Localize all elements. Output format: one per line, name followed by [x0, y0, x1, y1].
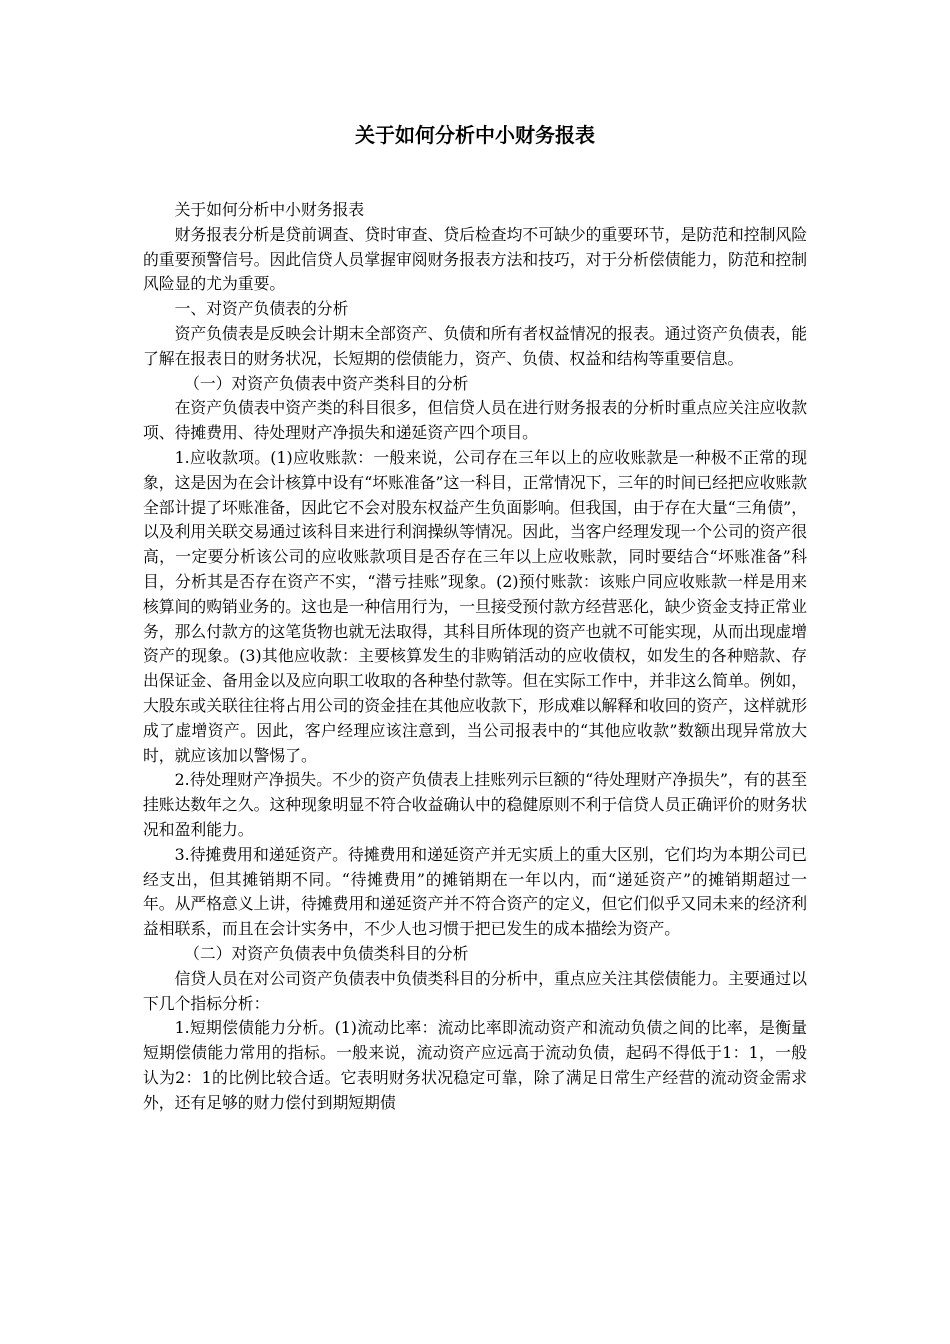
paragraph-assets-overview: 在资产负债表中资产类的科目很多，但信贷人员在进行财务报表的分析时重点应关注应收款项、待摊费用、待处理财产净损失和递延资产四个项目。 [143, 398, 807, 443]
paragraph-balance-sheet-definition: 资产负债表是反映会计期末全部资产、负债和所有者权益情况的报表。通过资产负债表，能了解在报表日的财务状况，长短期的偿债能力，资产、负债、权益和结构等重要信息。 [143, 323, 807, 368]
subsection-heading-assets: （一）对资产负债表中资产类科目的分析 [184, 373, 469, 393]
paragraph-short-term-solvency: 1.短期偿债能力分析。(1)流动比率：流动比率即流动资产和流动负债之间的比率，是衡量短期偿债能力常用的指标。一般来说，流动资产应远高于流动负债，起码不得低于1：1，一般认为2：1的比例比较合适。它表明财务状况稳定可靠，除了满足日常生产经营的流动资金需求外，还有足够的财力偿付到期短期债 [143, 1018, 807, 1112]
paragraph-deferred-expenses: 3.待摊费用和递延资产。待摊费用和递延资产并无实质上的重大区别，它们均为本期公司已经支出，但其摊销期不同。“待摊费用”的摊销期在一年以内，而“递延资产”的摊销期超过一年。从严格意义上讲，待摊费用和递延资产并不符合资产的定义，但它们似乎又同未来的经济利益相联系，而且在会计实务中，不少人也习惯于把已发生的成本描绘为资产。 [143, 844, 807, 939]
paragraph-liabilities-overview: 信贷人员在对公司资产负债表中负债类科目的分析中，重点应关注其偿债能力。主要通过以下几个指标分析： [143, 968, 807, 1013]
paragraph-pending-losses: 2.待处理财产净损失。不少的资产负债表上挂账列示巨额的“待处理财产净损失”，有的甚至挂账达数年之久。这种现象明显不符合收益确认中的稳健原则不利于信贷人员正确评价的财务状况和盈利能力。 [143, 770, 807, 839]
subsection-heading-liabilities: （二）对资产负债表中负债类科目的分析 [184, 943, 469, 963]
section-heading-balance-sheet: 一、对资产负债表的分析 [174, 299, 349, 319]
paragraph-subtitle: 关于如何分析中小财务报表 [174, 200, 365, 219]
paragraph-receivables: 1.应收款项。(1)应收账款：一般来说，公司存在三年以上的应收账款是一种极不正常的现象，这是因为在会计核算中设有“坏账准备”这一科目，正常情况下，三年的时间已经把应收账款全部计提了坏账准备，因此它不会对股东权益产生负面影响。但我国，由于存在大量“三角债”，以及利用关联交易通过该科目来进行利润操纵等情况。因此，当客户经理发现一个公司的资产很高，一定要分析该公司的应收账款项目是否存在三年以上应收账款，同时要结合“坏账准备”科目，分析其是否存在资产不实，“潜亏挂账”现象。(2)预付账款：该账户同应收账款一样是用来核算间的购销业务的。这也是一种信用行为，一旦接受预付款方经营恶化，缺少资金支持正常业务，那么付款方的这笔货物也就无法取得，其科目所体现的资产也就不可能实现，从而出现虚增资产的现象。(3)其他应收款：主要核算发生的非购销活动的应收债权，如发生的各种赔款、存出保证金、备用金以及应向职工收取的各种垫付款等。但在实际工作中，并非这么简单。例如，大股东或关联往往将占用公司的资金挂在其他应收款下，形成难以解释和收回的资产，这样就形成了虚增资产。因此，客户经理应该注意到，当公司报表中的“其他应收款”数额出现异常放大时，就应该加以警惕了。 [143, 447, 807, 765]
paragraph-intro: 财务报表分析是贷前调查、贷时审查、贷后检查均不可缺少的重要环节，是防范和控制风险的重要预警信号。因此信贷人员掌握审阅财务报表方法和技巧，对于分析偿债能力，防范和控制风险显的尤为重要。 [143, 224, 807, 294]
document-title: 关于如何分析中小财务报表 [355, 123, 595, 147]
document-body [143, 198, 807, 1115]
